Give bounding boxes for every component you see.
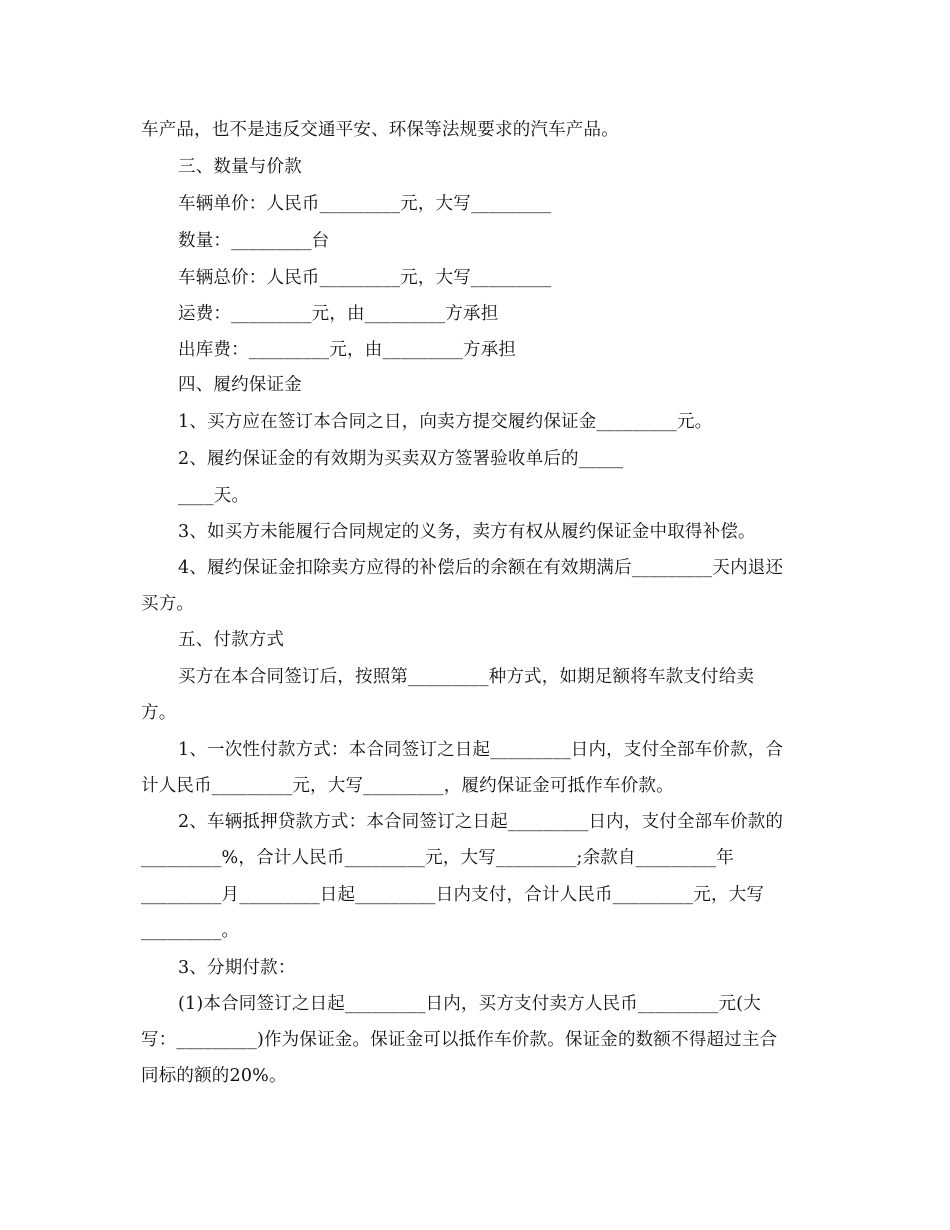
text-line: 1、一次性付款方式：本合同签订之日起_________日内，支付全部车价款，合 bbox=[178, 740, 784, 760]
text-line: _________。 bbox=[141, 921, 240, 941]
text-line: 车辆总价：人民币_________元，大写_________ bbox=[178, 268, 552, 288]
text-line: 3、如买方未能履行合同规定的义务，卖方有权从履约保证金中取得补偿。 bbox=[178, 522, 756, 542]
text-line: 计人民币_________元，大写_________，履约保证金可抵作车价款。 bbox=[141, 776, 674, 796]
text-line: (1)本合同签订之日起_________日内，买方支付卖方人民币_________元(大 bbox=[178, 994, 761, 1014]
text-line: 1、买方应在签订本合同之日，向卖方提交履约保证金_________元。 bbox=[178, 412, 713, 432]
text-line: 方。 bbox=[141, 703, 177, 723]
text-line: 车辆单价：人民币_________元，大写_________ bbox=[178, 194, 552, 214]
text-line: _________%，合计人民币_________元，大写_________;余款自_________年 bbox=[141, 848, 734, 868]
text-line: 买方在本合同签订后，按照第_________种方式，如期足额将车款支付给卖 bbox=[178, 667, 755, 687]
text-line: _________月_________日起_________日内支付，合计人民币_________元，大写 bbox=[141, 885, 765, 905]
text-line: ____天。 bbox=[178, 486, 250, 506]
text-line: 写：_________)作为保证金。保证金可以抵作车价款。保证金的数额不得超过主合 bbox=[141, 1030, 778, 1050]
text-line: 2、履约保证金的有效期为买卖双方签署验收单后的_____ bbox=[178, 449, 624, 469]
text-line: 买方。 bbox=[141, 594, 195, 614]
text-line: 车产品，也不是违反交通平安、环保等法规要求的汽车产品。 bbox=[141, 120, 619, 140]
text-line: 运费：_________元，由_________方承担 bbox=[178, 304, 499, 324]
section-heading: 三、数量与价款 bbox=[178, 157, 302, 177]
text-line: 数量：_________台 bbox=[178, 231, 330, 251]
text-line: 同标的额的20%。 bbox=[141, 1066, 287, 1086]
text-line: 3、分期付款： bbox=[178, 958, 296, 978]
text-line: 4、履约保证金扣除卖方应得的补偿后的余额在有效期满后_________天内退还 bbox=[178, 558, 784, 578]
text-line: 2、车辆抵押贷款方式：本合同签订之日起_________日内，支付全部车价款的 bbox=[178, 812, 784, 832]
text-line: 出库费：_________元，由_________方承担 bbox=[178, 340, 517, 360]
section-heading: 五、付款方式 bbox=[178, 630, 285, 650]
section-heading: 四、履约保证金 bbox=[178, 375, 302, 395]
